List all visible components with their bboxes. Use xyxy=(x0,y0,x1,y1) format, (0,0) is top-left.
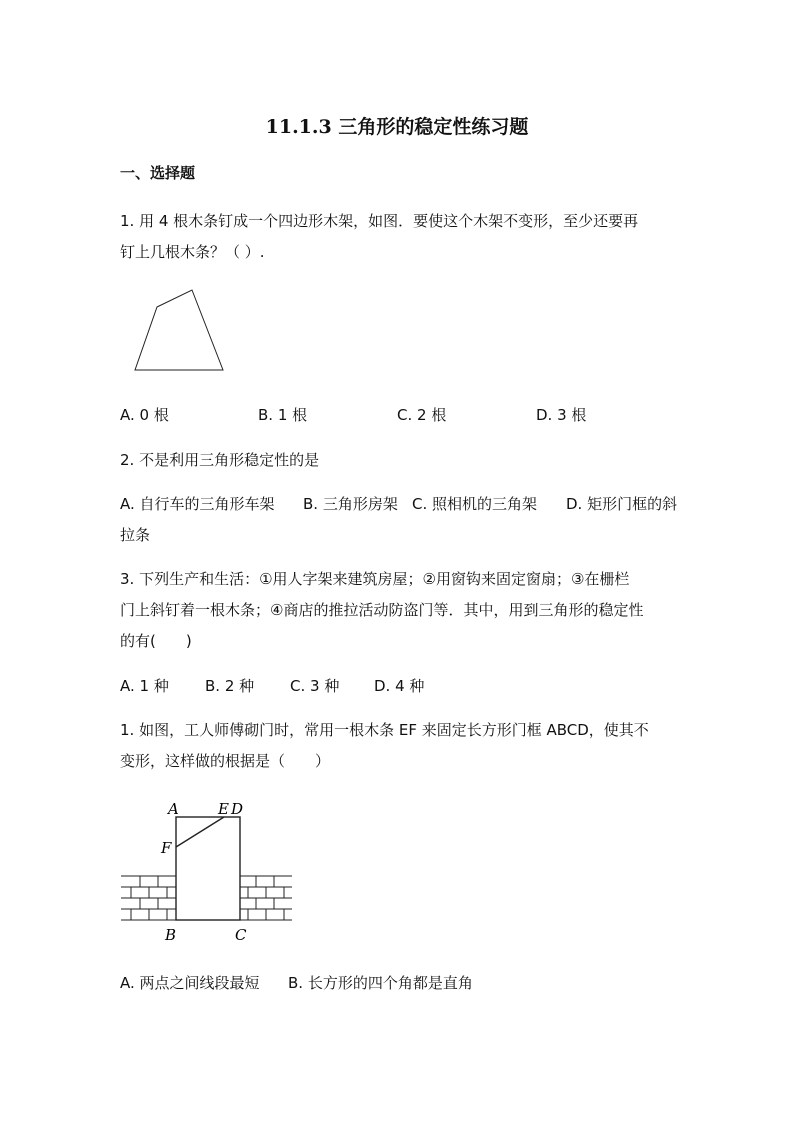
right-brick-wall xyxy=(240,876,292,920)
q3-line1: 3. 下列生产和生活：①用人字架来建筑房屋；②用窗钩来固定窗扇；③在栅栏 xyxy=(120,570,630,588)
q1-line2: 钉上几根木条？（ ）. xyxy=(120,243,265,261)
q4-line2: 变形，这样做的根据是（ ） xyxy=(120,752,331,770)
q1-option-c: C. 2 根 xyxy=(397,406,447,424)
q3-line3: 的有( ) xyxy=(120,632,192,650)
label-c: C xyxy=(235,926,247,944)
q3-line2: 门上斜钉着一根木条；④商店的推拉活动防盗门等．其中，用到三角形的稳定性 xyxy=(120,601,644,619)
q1-option-d: D. 3 根 xyxy=(536,406,587,424)
q1-line1: 1. 用 4 根木条钉成一个四边形木架，如图．要使这个木架不变形，至少还要再 xyxy=(120,212,639,230)
door-frame-figure xyxy=(118,795,298,950)
q3-option-c: C. 3 种 xyxy=(290,677,340,695)
q1-option-b: B. 1 根 xyxy=(258,406,308,424)
q4-option-a: A. 两点之间线段最短 xyxy=(120,974,260,992)
quadrilateral-figure xyxy=(130,285,230,375)
label-b: B xyxy=(165,926,177,944)
q3-option-a: A. 1 种 xyxy=(120,677,169,695)
label-f: F xyxy=(161,839,172,857)
brace-ef xyxy=(176,817,224,847)
q2-option-c: C. 照相机的三角架 xyxy=(412,495,538,513)
q2-line1: 2. 不是利用三角形稳定性的是 xyxy=(120,451,320,469)
q2-option-b: B. 三角形房架 xyxy=(303,495,398,513)
q4-option-b: B. 长方形的四个角都是直角 xyxy=(288,974,473,992)
label-a: A xyxy=(168,800,179,818)
q3-option-d: D. 4 种 xyxy=(374,677,425,695)
page-title: 11.1.3 三角形的稳定性练习题 xyxy=(265,116,529,138)
q2-option-d: D. 矩形门框的斜 xyxy=(566,495,678,513)
door-frame-rect xyxy=(176,817,240,920)
label-d: D xyxy=(231,800,244,818)
q1-option-a: A. 0 根 xyxy=(120,406,169,424)
label-e: E xyxy=(218,800,229,818)
q4-line1: 1. 如图，工人师傅砌门时，常用一根木条 EF 来固定长方形门框 ABCD，使其不 xyxy=(120,721,649,739)
q2-option-a: A. 自行车的三角形车架 xyxy=(120,495,275,513)
section-heading: 一、选择题 xyxy=(120,164,196,182)
left-brick-wall xyxy=(121,876,176,920)
q2-continuation: 拉条 xyxy=(120,526,151,544)
q3-option-b: B. 2 种 xyxy=(205,677,255,695)
